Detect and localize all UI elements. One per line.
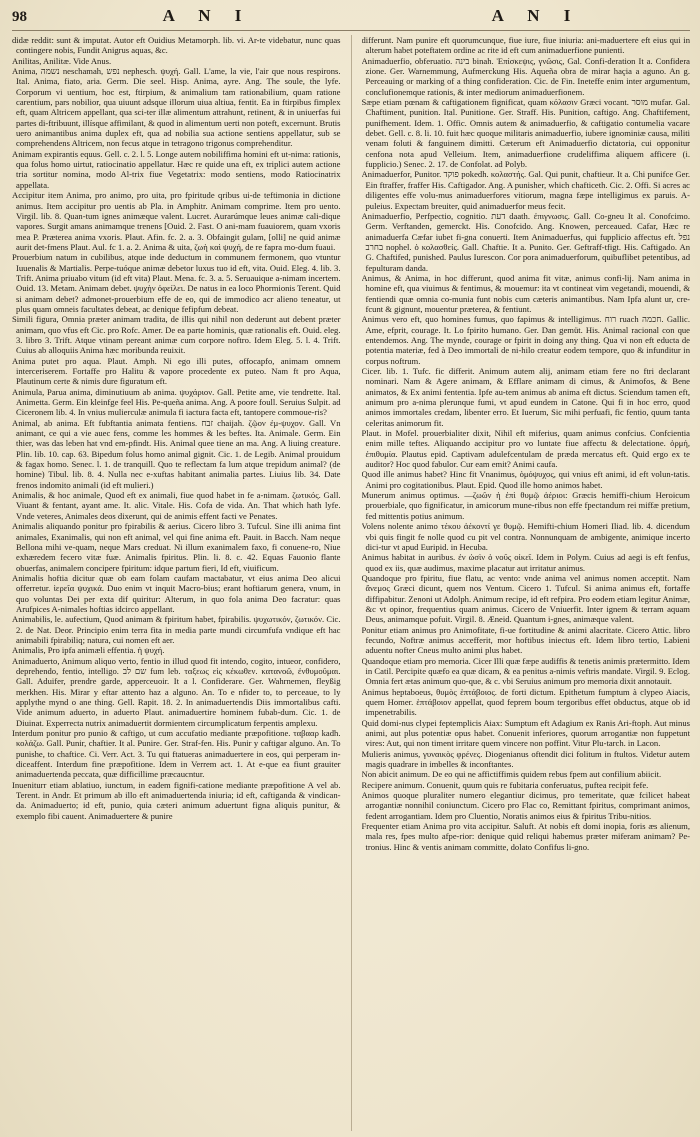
dictionary-entry: Plaut. in Mofel. prouerbialiter dixit, Nihil eft miferius, quam animus confcius. Confcientia enim mille teftes. Aliquando accipitur pro vo luntate fiue affectu & delectatione. ὁρμή, ἐπιθυμία. Plautus epid. Captivam adulefcentulam de præda mercatus eft. Quid ergo ex te auditor? Hoc quod fabulor. Cur eam emit? Animi caufa. [361,428,690,470]
dictionary-entry: didæ reddit: sunt & imputat. Autor eft Ouidius Metamorph. lib. vi. Ar-te videbatur, nunc quas contingere nobis, Fundit Anigrus aquas, &c. [12,35,341,56]
dictionary-entry: Animaduerto, Animum aliquo verto, fentio in illud quod fit intendo, cogito, intueor, confidero, deprehendo, fentio, intelligo. שם לב fum leb. ταξεως εἰς κέκωθεν. κατανοῶ, ἐνθυμοῦμαι. Gall. Aduifer, prendre garde, apperceuoir. It a l. Confiderare. Ger. Wahrnemen, fleyßig merkhen. His. Mirar y eftar attento haz a alguno. An. To e nfider to, to perceaue, to ly applythe mynd o ane thing. Gell. Rapit. 18. 2. In animaduertendis Diis immortalibus cafti. Vide animum aduerto, in aduerto Plaut. animaduertire hominem fubab-dum. Cic. 1. de Diuinat. Experrecta nutrix animaduertit dormientem circumplicatum ferpentis amplexu. [12,655,341,728]
dictionary-entry: Anima putet pro aqua. Plaut. Amph. Ni ego illi putes, offocapfo, animam omnem interceriserem. Fortaffe pro Halitu & vapore procedente ex puteo. Nam ft pro Aqua, Plautinum certe & nimis dure figuratum eft. [12,355,341,387]
dictionary-entry: Munerum animus optimus. —ζωῶν ἡ ἐπὶ θυμῷ ἀέριοι: Græcis hemiffi-chium Heroicum prouerbiale, quo fignificatur, in amicorum mune-ribus non effe fpectandum rei miffæ pretium, fed mittentis potius animum. [361,490,690,521]
dictionary-entry: Quandoque etiam pro memoria. Cicer Illi quæ fæpe audiffis & tenetis animis prætermitto. Idem in Catil. Percipite quæfo ea quæ dicam, & ea penitus a-nimis veftris mandate. Virgil. 9. Eclog. Omnia fert ætas animum quo-que, & c. vbi Seruius animum pro memoria dixit annotauit. [361,655,690,687]
dictionary-entry: Animalis hoftia dicitur quæ ob eam folam caufam mactabatur, vt eius anima Deo alicui offerretur. ἱερεῖα ψυχικά. Duo enim vt inquit Macro-bius; erant hoftiarum genera, vnum, in quo voluntas Dei per exta dif quiritur: Alterum, in quo fola anima Deo facratur: quas Arufpices A-nimales hoftias idcirco appellant. [12,572,341,614]
dictionary-entry: Inueniturr etiam ablatiuo, iunctum, in eadem fignifi-catione mediante præpofitione A vel ab. Terent. in Andr. Et primum ab illo eft animaduertenda iniuria; id eft, caftiganda & vindican-da. Animaduerto; id eft, punio, quia cæteri animum aduertunt figna aliquis punitur, & exemplo fibi cauent. Animaduertere & punire [12,779,341,821]
dictionary-entry: Animaduerfio, Perfpectio, cognitio. דעת daath. ἐπιγνωσις. Gall. Co-gneu It al. Conofcimo. Germ. Verftanden, gemerckt. His. Conofcido. Ang. Knowen, perceaued. Cafar, Hæc re animaduerfa Cæfar iubet fi-gna conuerti. Item Animaduerfus, qui fupplicio affectus eft. נפל בחרב nophel. ὁ κολασθείς. Gall. Chaftie. It a. Punito. Ger. Geftraff-tfigt. His. Caftigado. An G. Chaftifed, punished. Paulus Iurescon. Cor pora animaduerforum, quibuflibet petentibus, ad fepulturam danda. [361,210,690,273]
dictionary-entry: Volens nolente animo τέκου ἀέκοντί γε θυμῷ. Hemifti-chium Homeri Iliad. lib. 4. dicendum vbi quis fingit fe nolle quod cu pit vel contra. Nonnunquam de ambigente, animique incerto dici-tur vt apud Euripid. in Hecuba. [361,521,690,552]
dictionary-entry: Animalis, Pro ipfa animæli effentia. ἡ ψυχή. [12,645,165,656]
dictionary-entry: Animus, & Anima, in hoc differunt, quod anima fit vitæ, animus confi-lij. Nam anima in homine eft, qua viuimus & fentimus, & mouemur: ita vt contineat vim vegetandi, mouendi, & fentiendi quæ omnia co-munia funt nobis cum cæteris animantibus. Nam Ipfa alunt ur, cre-fcunt & gignunt, mouentur præterea, & fentiunt. [361,272,690,314]
dictionary-entry: Animalis aliquando ponitur pro fpirabilis & aerius. Cicero libro 3. Tufcul. Sine illi anima fint animales, Exanimalis, qui non eft animal, vel qui fine anima eft. Pauit. in Bacch. Nam neque Bellona mihi ve-quam, neque Mars creduat. Ni illum exanimalem faxo, fi conuene-ro, Niue exhæredem fecero vitæ fuæ. Animalis fpiritus. Plin. li. 8. c. 42. Equas Fauonio flante obuerfas, animalem concipere fpiritum: idque partum fieri, Id eft, viuificum. [12,521,341,573]
running-head [12,6,690,31]
column-divider [351,35,352,1131]
text-columns [12,35,690,1131]
page-number: 98 [12,9,27,25]
running-head-left: A N I [162,6,252,25]
dictionary-entry: Animam expirantis equus. Gell. c. 2. l. 5. Longe autem nobiliffima homini eft ut-nima: rationis, qua folus homo uirtut, ratiocinatio appellatur. Hæc re quide una eft, ex triplici autem actione tria sortitur nomina, modo Al-trix fiue Vegetatrix: modo sentiens, modo Ratiocinatrix appellata. [12,148,341,190]
dictionary-entry: Prouerbium natum in cubilibus, atque inde deductum in communem fermonem, quo vtuntur Iuuenalis & Martialis. Perpe-tuóque animæ debetor luxus tuo id eft, vita. Ouid. Eleg. 4. lib. 3. Trift. Anima priuabo vitum (id eft vita) Plaut. Mena. fc. 3. a. 5. Seruauique a-nimam incertem. Ouid. 13. Metam. Animam debet. ψυχὴν ὀφείλει. De natus in ea loco Phormionis Terent. Quid si animam debet? admonet-prouerbium effe de eo, qui de immodico acr alieno teneatur, ut plus quam omneis facultates debeat, ac denique fefipfum debeat. [12,252,341,314]
dictionary-entry: Simili figura, Omnia præter animam tradita, de illis qui nihil non dederunt aut debent præter animam, quo vfus eft Cic. pro Rofc. Amer. De ea parte hominis, quæ rationalis eft. Ouid. eleg. 3. libro 3. Trift. Atque vtinam pereant animæ cum corpore noftro. Idem Eleg. 5. l. 4. Trift. Cuius ab alloquiis Anima hæc moribunda reuixit. [12,314,341,356]
dictionary-entry: Animaduerfor, Punitor. פוקד pokedh. κολαστής. Gal. Qui punit, chaftieur. It a. Chi punifce Ger. Ein ftraffer, fraffer His. Caftigador. Ang. A punisher, which chafticeth. Cic. 2. Offi. Si acres ac diligentes effe volu-mus animaduerfores vitiorum, magna fæpe intelligimus ex paruis. A-puleius. Expectam breuiter, quid animaduerfor meus fecit. [361,169,690,211]
dictionary-entry: Mulieris animus, γυναικὸς φρένες. Diogenianus oftendit dici folitum in ftultos. Videtur autem magis quadrare in imbelles & inconftantes. [361,748,690,770]
dictionary-entry: Quod ille animus habet? Hinc fit Vnanimus, ὁμόψυχος, qui vnius eft animi, id eft volun-tatis. Animi pro cogitationibus. Plaut. Epid. Quod ille homo animos habet. [361,469,690,490]
dictionary-entry: Animula, Parua anima, diminutiuum ab anima. ψυχάριον. Gall. Petite ame, vie tendrette. Ital. Animetta. Germ. Ein kleinfge feel His. Pe-queña anima. Ang. A poore foull. Seruius Sulpit. ad Ciceronem lib. 4. In vnius mulierculæ animula fi iactura facta eft, tantopere commoue-ris? [12,386,341,418]
dictionary-entry: Animalis, & hoc animale, Quod eft ex animali, fiue quod habet in fe a-nimam. ζωτικός. Gall. Viuant & fentant, ayant ame. It. alic. Vitale. His. Cofa de vida. An. That which hath lyfe. Vnde veteres, Animales deos dixerunt, qui de animis effent facti ve Penates. [12,490,341,521]
dictionary-entry: Ponitur etiam animus pro Animofitate, fi-ue fortitudine & animi alacritate. Cicero Attic. libro fecundo, Noftræ animus accefferit, mor hoftibus iniectus eft. Idem libro tertio, Labieni aduentu nofter Cneus multo animi plus habet. [361,624,690,656]
dictionary-entry: Anima, נשמה neschamah, נפש nephesch. ψυχή. Gall. L'ame, la vie, l'air que nous respirons. Ital. Anima, fiato, aria. Germ. Die seel. Hisp. Anima, ayre. Ang. The soule, the lyfe. Corporum vi uentium, hoc est, ftirpium, & animalium tam rationabilium, quam ratione carentium, pars nobilior, qua uiuunt adsque illorum uiua altiua, fentit. Ea in ftirpibus fimplex eft, quam Altricem appellant, qua sci-ter illæ alimentum attrahunt, retinent, & in uniuerfas fui partes di-ftribuunt, illísque affimilant, & quod in alimentum uerti non poteft, excernunt. Brutis uero animantibus anima duplex eft, qua ad nobilia sua actione sentiens appellatur, sub se comprehendens Altricem, non fecus atque in tetragono trigonus comprehenditur. [12,66,341,149]
dictionary-entry: Animal, ab anima. Eft fubftantia animata fentiens. זבח chaijah. ζῷον ἐμ-ψυχον. Gall. Vn animant, ce qui a vie auec fens, comme les hommes & les beftes. Ita. Animale. Germ. Ein thier, was das leben hat vnd em-pfindt. His. Animal quee tiene an ma. Ang. A liuing creature. Plin. lib. 10. cap. 63. Bipedum folus homo animal gignit. Cic. 1. de Legib. Animal prouidum & fagax homo. Senec. l. 1. de tranquill. Quo te reflectam fa lum atque trepidum animal? (de homine) Tibul. lib. 8. 4. Nulla nec e-xuftas habitant animalia partes. Liuius lib. 34. Date frenos indomito animali (id eft mulieri.) [12,417,341,490]
dictionary-entry: Animus vero eft, quo homines fumus, quo fapimus & intelligimus. רוח ruach חכמה. Gallic. Ame, efprit, courage. It. Lo fpirito humano. Ger. Dan gemüt. His. Animal racional con que entendemos. Ang. The mynde, courage or fpirit in doing any thing. Qua vi non eft educta de potentia materiæ, fed à Deo immortali de ni-hilo creatur eodem tempore, quo & infunditur in corpus noftrum. [361,314,690,366]
left-column [12,35,341,1131]
dictionary-entry: Interdum ponitur pro punio & caftigo, ut cum accufatio mediante præpofitione. ταβααρ kadh. κολάζω. Gall. Punir, chaftier. It al. Punire. Ger. Straf-fen. His. Punir y caftigar alguno. An. To punishe, to chaftice. Ci. Verr. Act. 3. Tu qui ftatueras animaduertere in eos, qui perperam in-diceaffent. Interdum fine præpofitione. Idem in Verrem act. 1. At e-que ea fiunt grauiter animaduertenda peccata, quæ difficillime præcaucntur. [12,728,341,780]
dictionary-entry: Non abicit animum. De eo qui ne affictiffimis quidem rebus fpem aut confilium abiicit. [361,769,662,780]
dictionary-entry: Recipere animum. Conuenit, quum quis re fubitaria conferuatus, puftea recipit fefe. [361,779,649,790]
dictionary-entry: Quandoque pro fpiritu, fiue flatu, ac vento: vnde anima vel animus nomen acceptit. Nam ἄνεμος Græci dicunt, quem nos Ventum. Cicero 1. Tufcul. Si anima animus eft, fortaffe diffipabitur. Zenoni ut Adolph. Animum recipe, id eft refpira. Pro eodem etiam legitur Animæ, &c vt opinor, frequentius quam animus. Cicero de Vniuerfit. Inter ignem & terram aquam Deus, animamque pofuit. Virgil. 8. Æneid. Quantum i-gnes, animæque valent. [361,572,690,625]
dictionary-entry: Frequenter etiam Anima pro vita accipitur. Saluft. At nobis eft domi inopia, foris æs alienum, mala res, fpes multo afpe-rior: denique quid reliqui habemus præter miferam animam? Pe-tronius. Hinc & ventis animam committe, dolato Confifus li-gno. [361,821,690,852]
dictionary-entry: Accipitur item Anima, pro animo, pro uita, pro fpiritude qribus ui-de teftimonia in dictione animus. Item accipitur pro uentis ab Pla. in Amphitr. Animam comprime. Item pro uento. Virgil. lib. 8. Quan-tum ignes animæque valent. Lucret. Aurarúmque leues animæ cali-dique vapores. Surgit amans animamque trenens [Ouid. 2. Fast. O ani-mam fuauiorem, quam vxoris mea P. Præterea anima vxoris. Plaut. Afin. fc. 2. a. 3. Obfaingit gulam, [olli] ne quid animæ aurit det-fmens Plaut. Aul. fc 1. a. 2. Anima & uita, ζωὴ καὶ ψυχή, de re fapra mo-dum fuaui. [12,190,341,252]
dictionary-entry: Anilitas, Anilitæ. Vide Anus. [12,55,112,66]
dictionary-entry: differunt. Nam punire eft quorumcunque, fiue iure, fiue iniuria: ani-maduertere eft eius qui in alterum habet poteftatem ordine ac rite id eft cum animaduerfione punienti. [361,35,690,56]
dictionary-entry: Sæpe etiam pœnam & caftigationem fignificat, quam κόλασιν Græci vocant. מוסר mufar. Gal. Chaftiment, punition. Ital. Punitione. Ger. Straff. His. Punition, caftigo. Ang. Chaftifement, punifhement. Idem. 1. Offic. Omnis autem & animaduerfio, & caftigatio contumelia vacare debet. Gell. c. 8. li. 10. fuit hæc quoque militaris animaduerfio, iubere ignominiæ causa, militi venam foluti & fanguinem dimitti. Cæterum eft Animaduerfio dictatoria, cui opponitur cenfona nota apud Velleium. Item, animaduerfione crudeliffima aliquem afficere (i. fupplicio.) Senec. 2. 17. de Confolat. ad Polyb. [361,97,690,170]
dictionary-entry: Cicer. lib. 1. Tufc. fic differit. Animum autem alij, animam etiam fere no ftri declarant nominari. Nam & Agere animam, & Efflare animam di cimus, & Animofos, & Bene animatos, & Ex animi fententia. Ipfe au-tem animus ab anima eft dictus. Sciendum tamen eft, animum pro a-nima plerunque fumi, vt apud eundem in Catone. Qui fi in hoc erro, quod animos immortales credam, libenter erro. Et Iuerum, Sic mihi perfuafi, fic fentio, quum tanta celeritas animorum fit. [361,366,690,428]
dictionary-entry: Animus habitat in auribus. ἐν ὠσὶν ὁ νοῦς οἰκεῖ. Idem in Polym. Cuius ad aegi is eft fenfus, quod ex iis, quæ audimus, maxime placatur aut irritatur animus. [361,552,690,573]
dictionary-entry: Animus heptaboeus, θυμὸς ἑπτάβοιος. de forti dictum. Epithetum fumptum à clypeo Aiacis, quem Homer. ἑπτάβοιον appellat, quod feprem boum tergoribus effet obductus, atque ob id impenetrabilis. [361,686,690,718]
running-head-right: A N I [491,6,581,25]
right-column [362,35,691,1131]
dictionary-entry: Animabilis, le. aufectium, Quod animam & fpiritum habet, fpirabilis. ψυχωτικόν, ζωτικόν. Cic. 2. de Nat. Deor. Principio enim terra fita in media parte mundi circumfufa vndique eft hac animabili fpirabiliq; natura, cui nomen eft aer. [12,614,341,645]
dictionary-entry: Quid domi-nus clypei feptemplicis Aiax: Sumptum eft Adagium ex Ranis Ari-ftoph. Aut minus animi, aut plus potentiæ opus habet. Conuenit inferiores, quorum arrogantiæ non fuppetunt vires: Aut, qui non timent irritare quem vincere non poffint. Vitur Plu-tarch. in Lacon. [361,717,690,749]
dictionary-entry: Animaduerfio, obferuatio. בינה binah. Ἐπίσκεψις, γνῶσις, Gal. Confi-deration It a. Confidera zione. Ger. Warnemmung, Aufmerckung His. Aqueña obra de mirar haçia a aguno. An g. Perceauing or marking of a thing confideration. Cic. de Fin. Ineteffe enim inter argumentum, conclufionemque rationis, & inter mediorum animaduerfionem. [361,55,690,97]
dictionary-entry: Animos quoque pluraliter numero elegantiur dicimus, pro temeritate, quæ fcilicet habeat arrogantiæ nonnihil coniunctum. Cicero pro Flac co, Remittant fpiritus, comprimant animos, fedent arrogantiam. Idem pro Cluentio, Noratis animos eius & fpiritus Tribu-nitios. [361,790,690,821]
